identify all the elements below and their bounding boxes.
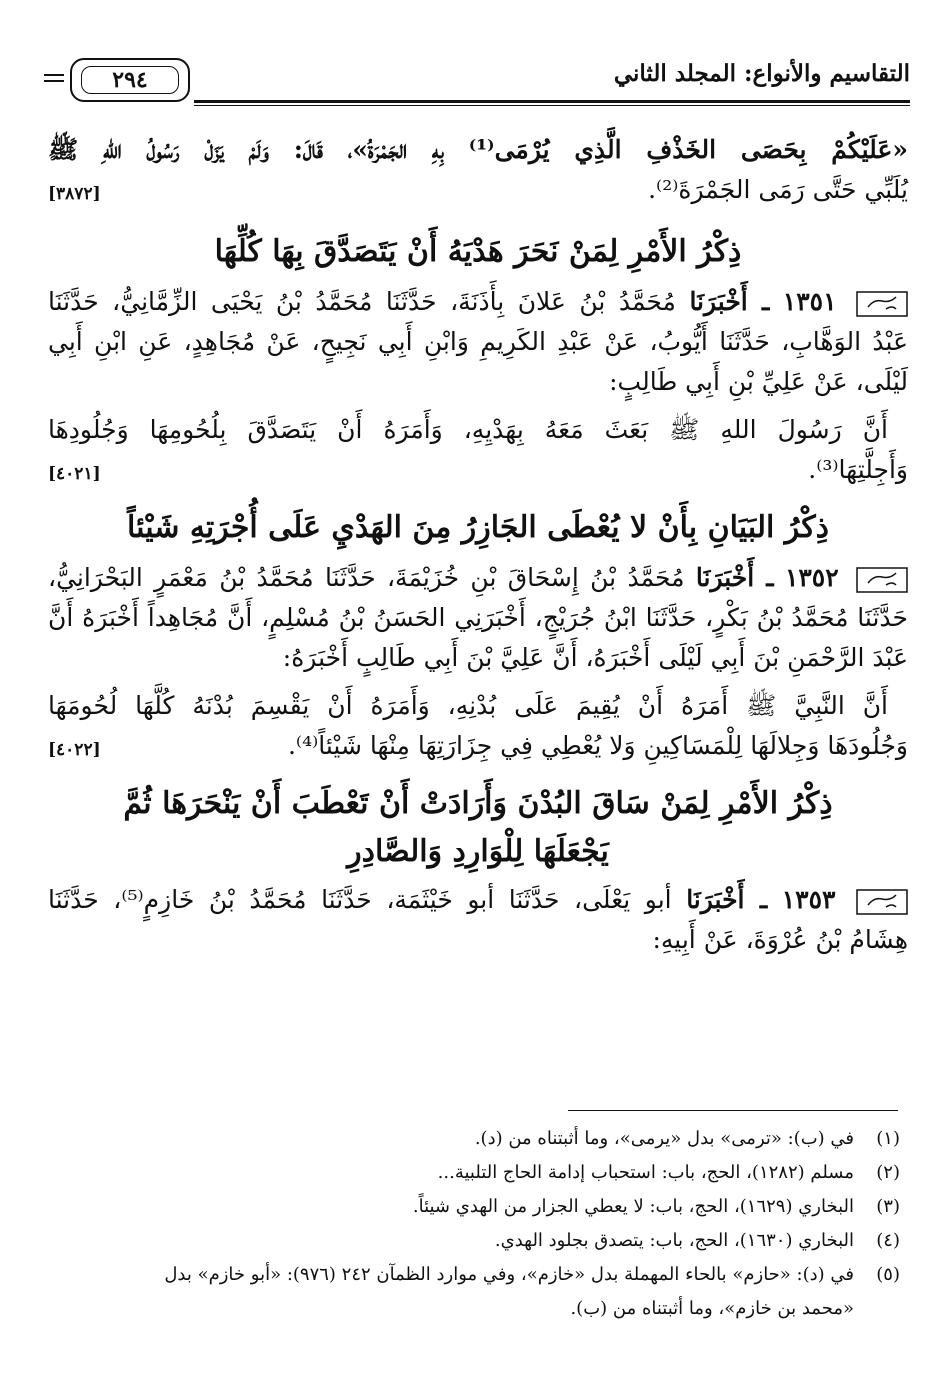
text-line: حَدَّثَنَا مُحَمَّدُ بْنُ بَكْرٍ، حَدَّثَنَا ابْنُ جُرَيْجٍ، أَخْبَرَنِي الحَسَنُ بْنُ مُسْلِمٍ، أَنَّ مُجَاهِداً أَخْبَرَهُ أَنَّ: [48, 603, 908, 632]
text-span: أبو يَعْلَى، حَدَّثَنَا أبو خَيْثَمَة، حَدَّثَنَا مُحَمَّدُ بْنُ خَازِمٍ⁽⁵⁾، حَدَّثَنَا: [48, 885, 672, 914]
header-rule: [44, 80, 64, 82]
footnote-number: (١): [876, 1128, 900, 1149]
page-number-frame: [70, 58, 190, 102]
text-line: [48, 450, 908, 490]
footnote-continuation: «محمد بن خازم»، وما أثبتناه من (ب).: [570, 1298, 854, 1319]
section-heading: ذِكْرُ الأَمْرِ لِمَنْ سَاقَ البُدْنَ وَأَرَادَتْ أَنْ تَعْطَبَ أَنْ يَنْحَرَهَا ثُمَّ: [123, 786, 833, 821]
header-rule: [194, 100, 910, 103]
section-heading: ذِكْرُ البَيَانِ بِأَنْ لا يُعْطَى الجَازِرُ مِنَ الهَدْيِ عَلَى أُجْرَتِهِ شَيْئاً: [127, 510, 829, 545]
text-span: وَأَجِلَّتِهَا⁽³⁾.: [808, 455, 908, 484]
akhbarana-label: ـ أَخْبَرَنَا: [689, 287, 770, 316]
footnote-number: (٢): [876, 1162, 900, 1183]
hadith-number: ١٣٥٣: [781, 885, 836, 914]
text-line: [48, 558, 908, 598]
hadith-number: ١٣٥١: [782, 287, 837, 316]
reference-number: [٤٠٢١]: [48, 464, 101, 484]
footnotes: [44, 1122, 900, 1326]
footnote: [44, 1190, 900, 1224]
hadith-marker-icon: [856, 289, 908, 319]
footnote: [44, 1122, 900, 1156]
header-title: التقاسيم والأنواع: المجلد الثاني: [613, 60, 910, 87]
header-rule: [194, 105, 910, 106]
text-line: لَيْلَى، عَنْ عَلِيِّ بْنِ أَبِي طَالِبٍ:: [609, 367, 908, 396]
reference-number: [٤٠٢٢]: [48, 740, 101, 760]
text-line: عَبْدُ الوَهَّابِ، حَدَّثَنَا أَيُّوبُ، عَنْ عَبْدِ الكَرِيمِ وَابْنِ أَبِي نَجِيحٍ، عَنْ مُجَاهِدٍ، عَنِ ابْنِ أَبِي: [48, 327, 908, 356]
text-line: هِشَامُ بْنُ عُرْوَةَ، عَنْ أَبِيهِ:: [652, 925, 908, 954]
reference-number: [٣٨٧٢]: [48, 184, 101, 204]
text-line: «عَلَيْكُمْ بِحَصَى الخَذْفِ الَّذِي يُرْمَى⁽¹⁾ بِهِ الجَمْرَةُ»، قَالَ: وَلَمْ يَزَلْ رَسُولُ اللهِ ﷺ: [48, 135, 909, 164]
footnote-text: في (د): «حازم» بالحاء المهملة بدل «خازم»، وفي موارد الظمآن ٢٤٢ (٩٧٦): «أبو خازم» بدل: [164, 1264, 854, 1285]
footnote: [44, 1258, 900, 1292]
footnote-text: البخاري (١٦٢٩)، الحج، باب: لا يعطي الجزار من الهدي شيئاً.: [412, 1196, 854, 1217]
footnote-text: مسلم (١٢٨٢)، الحج، باب: استحباب إدامة الحاج التلبية...: [437, 1162, 854, 1183]
header-rule: [44, 74, 64, 76]
footnote-number: (٥): [876, 1264, 900, 1285]
main-text: [48, 130, 908, 960]
page-number: ٢٩٤: [81, 66, 179, 94]
text-span: يُلَبِّي حَتَّى رَمَى الجَمْرَةَ⁽²⁾.: [648, 175, 908, 204]
hadith-number: ١٣٥٢: [784, 563, 839, 592]
text-line: أَنَّ النَّبِيَّ ﷺ أَمَرَهُ أَنْ يُقِيمَ عَلَى بُدْنِهِ، وَأَمَرَهُ أَنْ يَقْسِمَ بُدْنَهُ كُلَّهَا لُحُومَهَا: [48, 691, 888, 720]
footnote: [44, 1224, 900, 1258]
footnote-text: البخاري (١٦٣٠)، الحج، باب: يتصدق بجلود الهدي.: [494, 1230, 854, 1251]
footnote-separator: [568, 1110, 898, 1111]
footnote: [44, 1156, 900, 1190]
running-header: [44, 58, 910, 108]
footnote-number: (٣): [876, 1196, 900, 1217]
akhbarana-label: ـ أَخْبَرَنَا: [686, 885, 768, 914]
text-span: مُحَمَّدُ بْنُ إِسْحَاقَ بْنِ خُزَيْمَةَ، حَدَّثَنَا مُحَمَّدُ بْنُ مَعْمَرٍ البَحْرَانِيُّ،: [48, 563, 685, 592]
akhbarana-label: ـ أَخْبَرَنَا: [695, 563, 774, 592]
text-line: [48, 880, 908, 920]
footnote-number: (٤): [876, 1230, 900, 1251]
section-heading: ذِكْرُ الأَمْرِ لِمَنْ نَحَرَ هَدْيَهُ أَنْ يَتَصَدَّقَ بِهَا كُلِّهَا: [214, 234, 742, 269]
text-line: [48, 282, 908, 322]
footnote-text: في (ب): «ترمى» بدل «يرمى»، وما أثبتناه من (د).: [474, 1128, 854, 1149]
hadith-marker-icon: [856, 565, 908, 595]
text-span: مُحَمَّدُ بْنُ عَلانَ بِأَذَنَةَ، حَدَّثَنَا مُحَمَّدُ بْنُ يَحْيَى الزِّمَّانِيُّ، حَدَّثَنَا: [48, 287, 676, 316]
text-span: وَجُلُودَهَا وَجِلالَهَا لِلْمَسَاكِينِ وَلا يُعْطِي فِي جِزَارَتِهَا مِنْهَا شَيْئاً⁽⁴⁾.: [287, 731, 908, 760]
text-line: أَنَّ رَسُولَ اللهِ ﷺ بَعَثَ مَعَهُ بِهَدْيِهِ، وَأَمَرَهُ أَنْ يَتَصَدَّقَ بِلُحُومِهَا وَجُلُودِهَا: [48, 415, 888, 444]
text-line: [48, 170, 908, 210]
hadith-marker-icon: [856, 887, 908, 917]
text-line: [48, 726, 908, 766]
text-line: عَبْدَ الرَّحْمَنِ بْنَ أَبِي لَيْلَى أَخْبَرَهُ، أَنَّ عَلِيَّ بْنَ أَبِي طَالِبٍ أَخْبَرَهُ:: [282, 643, 908, 672]
section-heading: يَجْعَلَهَا لِلْوَارِدِ وَالصَّادِرِ: [347, 834, 609, 869]
